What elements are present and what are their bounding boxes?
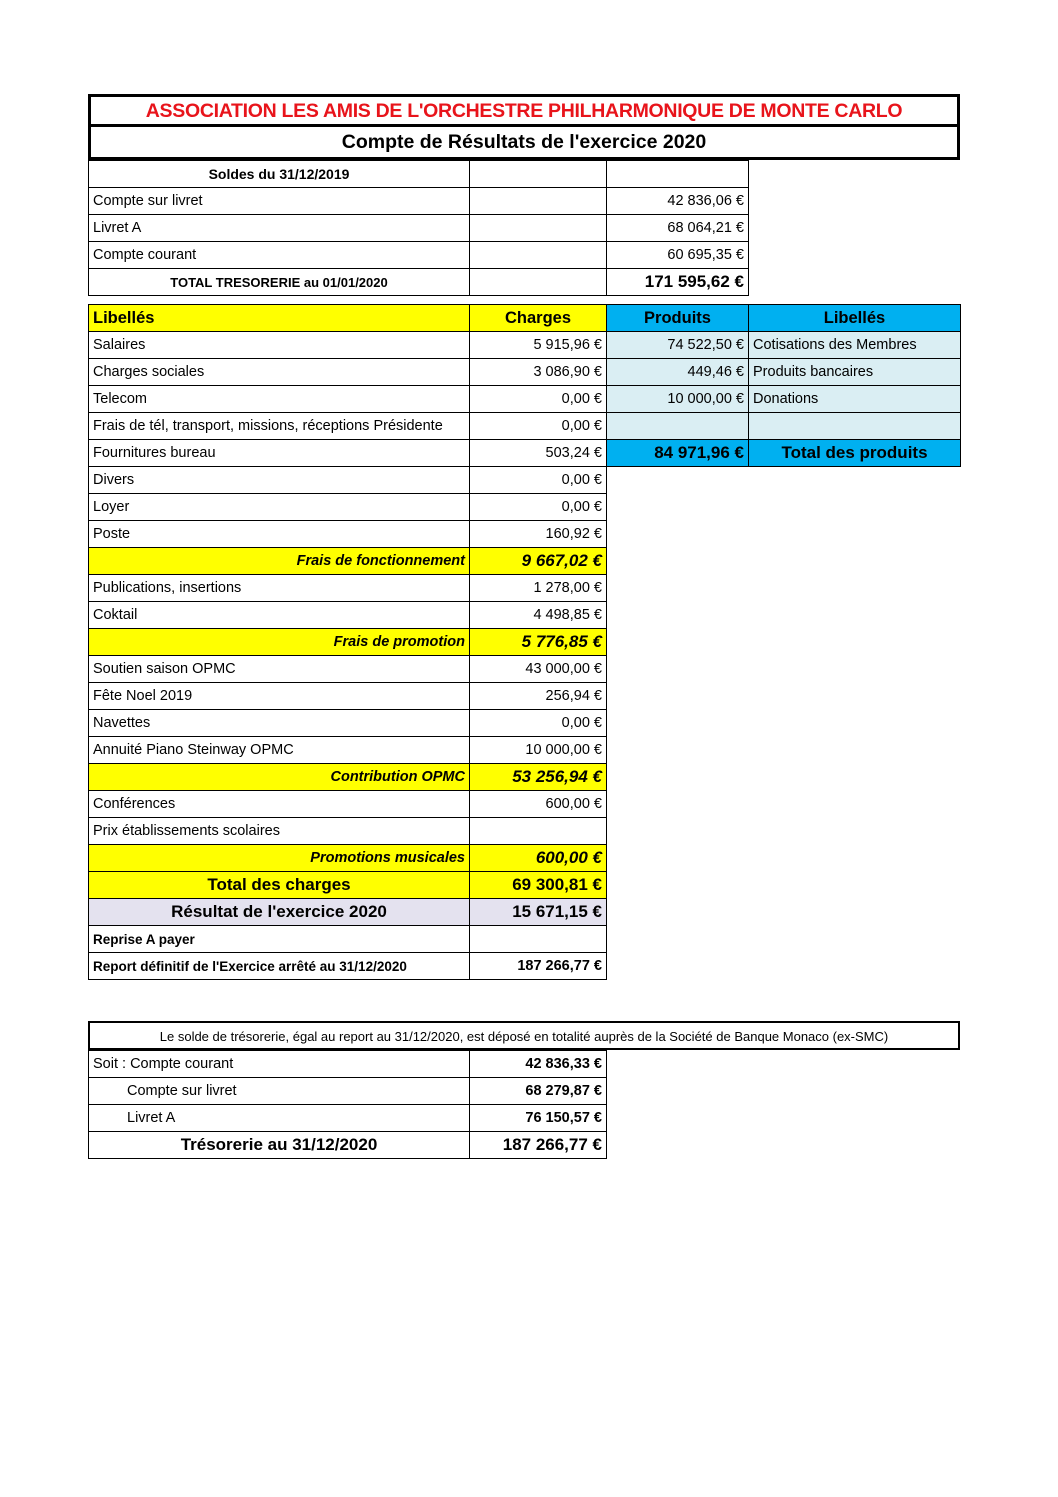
- resultat-value: 15 671,15 €: [470, 899, 607, 926]
- table-row: [89, 1105, 607, 1132]
- soldes-heading: Soldes du 31/12/2019: [89, 161, 470, 188]
- table-row: [89, 1051, 607, 1078]
- report-label: Report définitif de l'Exercice arrêté au 31/12/2020: [89, 953, 470, 980]
- tresorerie-value: 76 150,57 €: [470, 1105, 607, 1132]
- charge-value: 256,94 €: [470, 683, 607, 710]
- tresorerie-label: Compte sur livret: [89, 1078, 470, 1105]
- header-libelles-charges: Libellés: [89, 305, 470, 332]
- tresorerie-label: Soit : Compte courant: [89, 1051, 470, 1078]
- tresorerie-value: 68 279,87 €: [470, 1078, 607, 1105]
- table-row: [89, 494, 961, 521]
- soldes-total-row: [89, 269, 749, 296]
- subtotal-label: Promotions musicales: [89, 845, 470, 872]
- charge-label: Publications, insertions: [89, 575, 470, 602]
- charge-value: 0,00 €: [470, 413, 607, 440]
- produit-value: [607, 413, 749, 440]
- charge-label: Prix établissements scolaires: [89, 818, 470, 845]
- charge-label: Frais de tél, transport, missions, réceptions Présidente: [89, 413, 470, 440]
- total-charges-row: [89, 872, 961, 899]
- subtotal-row: [89, 845, 961, 872]
- charge-value: 0,00 €: [470, 467, 607, 494]
- resultat-row: [89, 899, 961, 926]
- table-row: [89, 440, 961, 467]
- table-row: [89, 602, 961, 629]
- produit-value: 10 000,00 €: [607, 386, 749, 413]
- total-produits-label: Total des produits: [749, 440, 961, 467]
- charge-label: Navettes: [89, 710, 470, 737]
- soldes-table: [88, 160, 749, 296]
- charge-value: 1 278,00 €: [470, 575, 607, 602]
- table-row: [89, 359, 961, 386]
- charge-value: 0,00 €: [470, 386, 607, 413]
- table-row: [89, 413, 961, 440]
- subtotal-row: [89, 629, 961, 656]
- soldes-total-label: TOTAL TRESORERIE au 01/01/2020: [89, 269, 470, 296]
- tresorerie-value: 42 836,33 €: [470, 1051, 607, 1078]
- subtotal-row: [89, 548, 961, 575]
- table-row: [89, 818, 961, 845]
- charge-value: 0,00 €: [470, 494, 607, 521]
- produit-value: 74 522,50 €: [607, 332, 749, 359]
- header-libelles-produits: Libellés: [749, 305, 961, 332]
- soldes-value: 60 695,35 €: [607, 242, 749, 269]
- charge-label: Fournitures bureau: [89, 440, 470, 467]
- produit-label: Donations: [749, 386, 961, 413]
- tresorerie-total-row: [89, 1132, 607, 1159]
- header-charges: Charges: [470, 305, 607, 332]
- charge-value: 160,92 €: [470, 521, 607, 548]
- charge-label: Poste: [89, 521, 470, 548]
- reprise-label: Reprise A payer: [89, 926, 470, 953]
- association-title: ASSOCIATION LES AMIS DE L'ORCHESTRE PHILHARMONIQUE DE MONTE CARLO: [88, 94, 960, 127]
- charge-value: 4 498,85 €: [470, 602, 607, 629]
- produit-label: Cotisations des Membres: [749, 332, 961, 359]
- charge-label: Annuité Piano Steinway OPMC: [89, 737, 470, 764]
- soldes-value: 42 836,06 €: [607, 188, 749, 215]
- subtotal-value: 53 256,94 €: [470, 764, 607, 791]
- subtotal-label: Frais de fonctionnement: [89, 548, 470, 575]
- table-row: [89, 215, 749, 242]
- produit-label: [749, 413, 961, 440]
- subtotal-label: Frais de promotion: [89, 629, 470, 656]
- report-title: Compte de Résultats de l'exercice 2020: [88, 127, 960, 160]
- table-row: [89, 791, 961, 818]
- produit-label: Produits bancaires: [749, 359, 961, 386]
- column-header-row: [89, 305, 961, 332]
- charge-value: [470, 818, 607, 845]
- charge-value: 0,00 €: [470, 710, 607, 737]
- resultat-label: Résultat de l'exercice 2020: [89, 899, 470, 926]
- subtotal-value: 5 776,85 €: [470, 629, 607, 656]
- table-row: [89, 521, 961, 548]
- charge-label: Soutien saison OPMC: [89, 656, 470, 683]
- total-produits-value: 84 971,96 €: [607, 440, 749, 467]
- reprise-row: [89, 926, 961, 953]
- results-table: [88, 304, 961, 980]
- subtotal-value: 600,00 €: [470, 845, 607, 872]
- charge-value: 3 086,90 €: [470, 359, 607, 386]
- table-row: [89, 188, 749, 215]
- table-row: [89, 1078, 607, 1105]
- table-row: [89, 467, 961, 494]
- table-row: [89, 737, 961, 764]
- charge-label: Salaires: [89, 332, 470, 359]
- total-charges-label: Total des charges: [89, 872, 470, 899]
- reprise-value: [470, 926, 607, 953]
- total-charges-value: 69 300,81 €: [470, 872, 607, 899]
- charge-label: Coktail: [89, 602, 470, 629]
- soldes-label: Compte courant: [89, 242, 470, 269]
- tresorerie-total-label: Trésorerie au 31/12/2020: [89, 1132, 470, 1159]
- tresorerie-label: Livret A: [89, 1105, 470, 1132]
- table-row: [89, 386, 961, 413]
- report-value: 187 266,77 €: [470, 953, 607, 980]
- table-row: [89, 656, 961, 683]
- table-row: [89, 575, 961, 602]
- soldes-value: 68 064,21 €: [607, 215, 749, 242]
- subtotal-value: 9 667,02 €: [470, 548, 607, 575]
- soldes-heading-row: [89, 161, 749, 188]
- subtotal-label: Contribution OPMC: [89, 764, 470, 791]
- charge-label: Charges sociales: [89, 359, 470, 386]
- tresorerie-table: [88, 1050, 607, 1159]
- charge-value: 43 000,00 €: [470, 656, 607, 683]
- charge-label: Telecom: [89, 386, 470, 413]
- table-row: [89, 242, 749, 269]
- charge-label: Divers: [89, 467, 470, 494]
- charge-label: Loyer: [89, 494, 470, 521]
- soldes-label: Livret A: [89, 215, 470, 242]
- tresorerie-total-value: 187 266,77 €: [470, 1132, 607, 1159]
- charge-label: Conférences: [89, 791, 470, 818]
- header-produits: Produits: [607, 305, 749, 332]
- charge-value: 600,00 €: [470, 791, 607, 818]
- subtotal-row: [89, 764, 961, 791]
- table-row: [89, 332, 961, 359]
- charge-label: Fête Noel 2019: [89, 683, 470, 710]
- table-row: [89, 710, 961, 737]
- charge-value: 5 915,96 €: [470, 332, 607, 359]
- table-row: [89, 683, 961, 710]
- charge-value: 503,24 €: [470, 440, 607, 467]
- deposit-note: Le solde de trésorerie, égal au report au 31/12/2020, est déposé en totalité auprès de la Société de Banque Monaco (ex-SMC): [88, 1021, 960, 1050]
- report-row: [89, 953, 961, 980]
- charge-value: 10 000,00 €: [470, 737, 607, 764]
- soldes-label: Compte sur livret: [89, 188, 470, 215]
- soldes-total-value: 171 595,62 €: [607, 269, 749, 296]
- produit-value: 449,46 €: [607, 359, 749, 386]
